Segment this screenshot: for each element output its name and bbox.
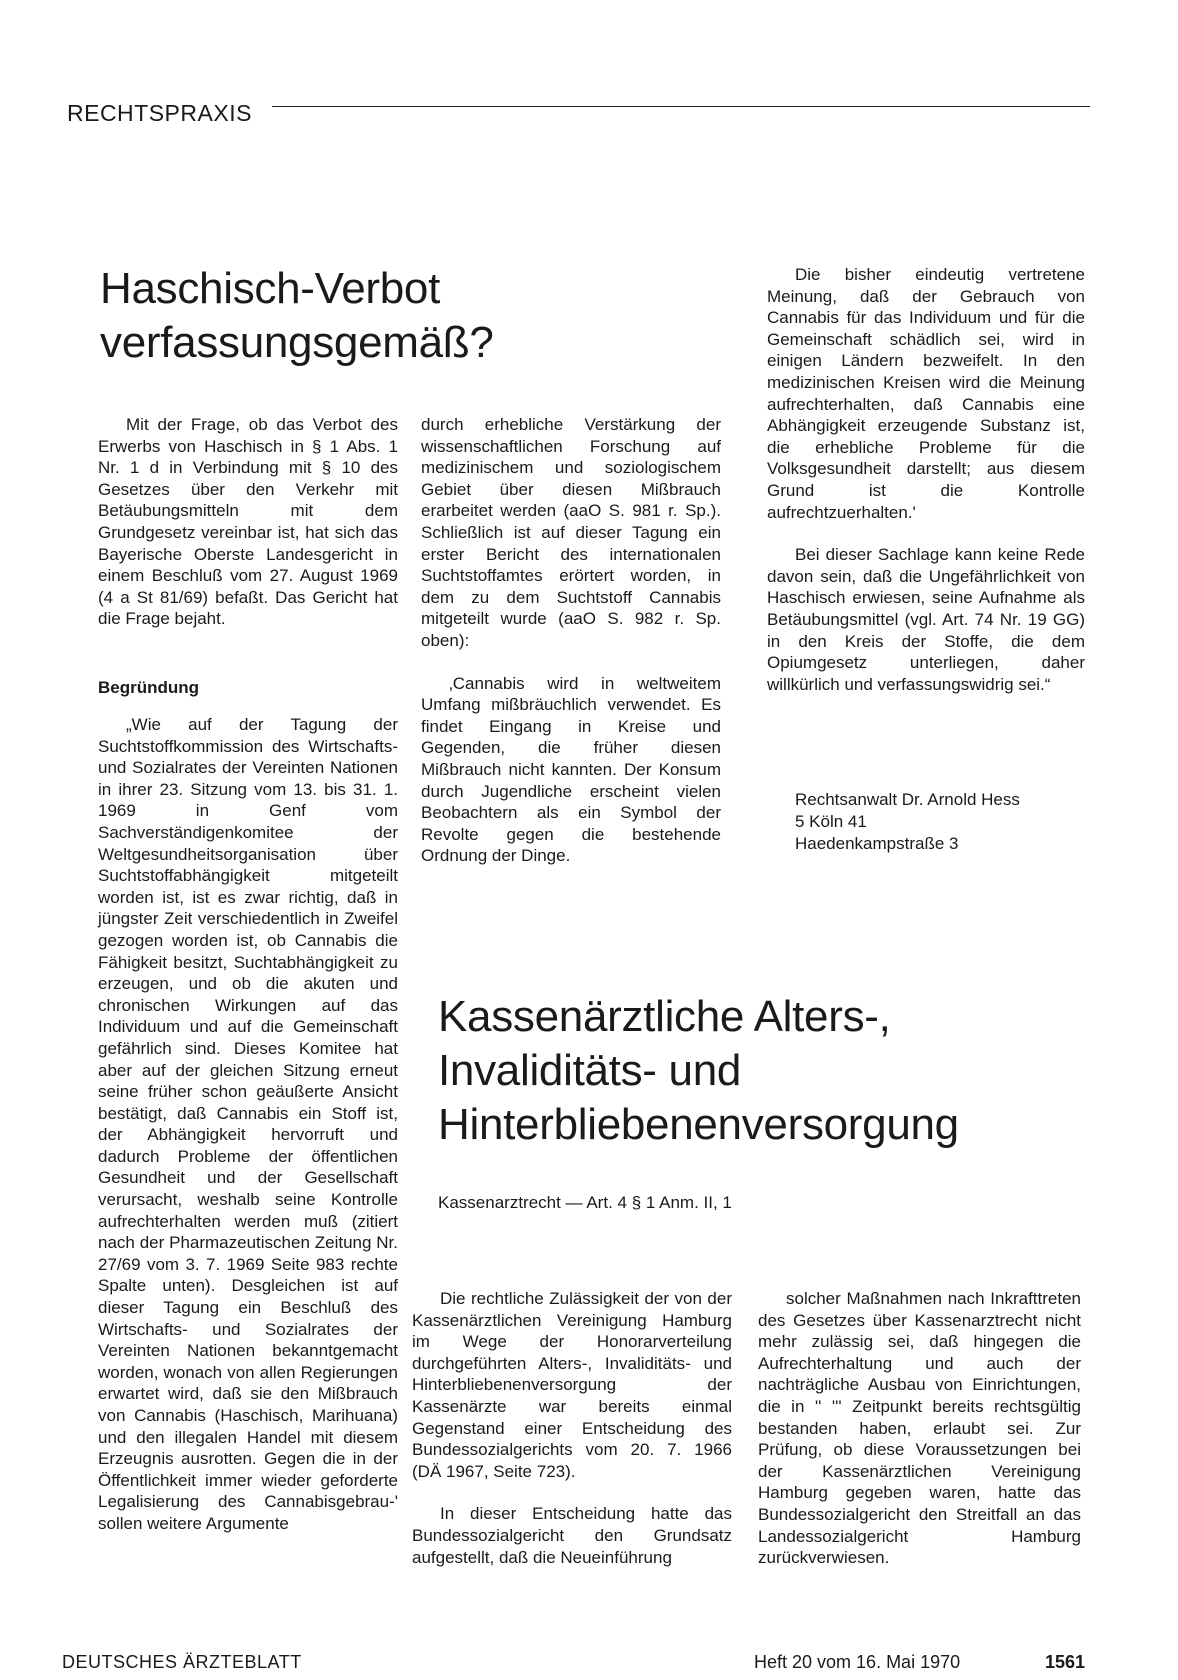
article1-intro: [98, 414, 398, 630]
article1-col3: [767, 264, 1085, 695]
article1-subhead: Begründung: [98, 678, 200, 697]
article2-col2-p1: Die rechtliche Zulässigkeit der von der Kassenärztlichen Vereinigung Hamburg im Wege der Honorarverteilung durchgeführten Alters-, Invaliditäts- und Hinterbliebenenversorgung der Kassenärzte war bereits einmal Gegenstand einer Entscheidung des Bundessozialgerichts vom 20. 7. 1966 (DÄ 1967, Seite 723).: [412, 1289, 732, 1481]
page-number: 1561: [1045, 1652, 1086, 1672]
article1-intro-text: Mit der Frage, ob das Verbot des Erwerbs von Haschisch in § 1 Abs. 1 Nr. 1 d in Verbindung mit § 10 des Gesetzes über den Verkehr mit Betäubungsmitteln mit dem Grundgesetz vereinbar ist, hat sich das Bayerische Oberste Landesgericht in einem Beschluß vom 27. August 1969 (4 a St 81/69) befaßt. Das Gericht hat die Frage bejaht.: [98, 415, 398, 629]
article1-title-line2: verfassungsgemäß?: [100, 318, 494, 367]
article1-title: [100, 262, 494, 370]
author-byline: [795, 789, 1020, 855]
article1-col3-p2: Bei dieser Sachlage kann keine Rede davon sein, daß die Ungefährlichkeit von Haschisch erwiesen, seine Aufnahme als Betäubungsmittel (vgl. Art. 74 Nr. 19 GG) in den Kreis der Stoffe, die dem Opiumgesetz unterliegen, daher willkürlich und verfassungswidrig sei.“: [767, 545, 1085, 694]
article1-title-line1: Haschisch-Verbot: [100, 264, 441, 313]
article2-col3: [758, 1288, 1081, 1569]
article1-col2: [421, 414, 721, 867]
footer-issue: Heft 20 vom 16. Mai 1970: [754, 1652, 961, 1672]
article2-caption: Kassenarztrecht — Art. 4 § 1 Anm. II, 1: [438, 1193, 732, 1212]
article2-col2: [412, 1288, 732, 1568]
header-rule: [272, 106, 1090, 107]
article2-title-line3: Hinterbliebenenversorgung: [438, 1100, 959, 1149]
article2-col2-p2: In dieser Entscheidung hatte das Bundessozialgericht den Grundsatz aufgestellt, daß die Neueinführung: [412, 1504, 732, 1567]
article2-title-line1: Kassenärztliche Alters-,: [438, 992, 891, 1041]
byline-line2: 5 Köln 41: [795, 812, 867, 831]
section-label: RECHTSPRAXIS: [67, 100, 252, 126]
article2-col3-p1: solcher Maßnahmen nach Inkrafttreten des Gesetzes über Kassenarztrecht nicht mehr zulässig sei, daß hingegen die Aufrechterhaltung und auch der nachträgliche Ausbau von Einrichtungen, die in '' ''' Zeitpunkt bereits rechtsgültig bestanden haben, erlaubt sei. Zur Prüfung, ob diese Voraussetzungen bei der Kassenärztlichen Vereinigung Hamburg gegeben waren, hatte das Bundessozialgericht den Streitfall an das Landessozialgericht Hamburg zurückverwiesen.: [758, 1289, 1081, 1568]
article2-title-line2: Invaliditäts- und: [438, 1046, 742, 1095]
byline-line3: Haedenkampstraße 3: [795, 834, 959, 853]
article1-col1-text: „Wie auf der Tagung der Suchtstoffkommission des Wirtschafts- und Sozialrates der Vereinten Nationen in ihrer 23. Sitzung vom 13. bis 31. 1. 1969 in Genf vom Sachverständigenkomitee der Weltgesundheitsorganisation über Suchtstoffabhängigkeit mitgeteilt worden ist, ist es zwar richtig, daß in jüngster Zeit verschiedentlich in Zweifel gezogen worden ist, ob Cannabis die Fähigkeit besitzt, Suchtabhängigkeit zu erzeugen, und ob die akuten und chronischen Wirkungen auf das Individuum und auf die Gemeinschaft gefährlich sind. Dieses Komitee hat aber auf der gleichen Sitzung erneut seine früher schon geäußerte Ansicht bestätigt, daß Cannabis ein Stoff ist, der Abhängigkeit hervorruft und dadurch Probleme der öffentlichen Gesundheit und der Gesellschaft verursacht, weshalb seine Kontrolle aufrechterhalten werden muß (zitiert nach der Pharmazeutischen Zeitung Nr. 27/69 vom 3. 7. 1969 Seite 983 rechte Spalte unten). Desgleichen ist auf dieser Tagung ein Beschluß des Wirtschafts- und Sozialrates der Vereinten Nationen bekanntgemacht worden, wonach von allen Regierungen erwartet wird, daß sie den Mißbrauch von Cannabis (Haschisch, Marihuana) und den illegalen Handel mit diesem Erzeugnis ausrotten. Gegen die in der Öffentlichkeit immer wieder geforderte Legalisierung des Cannabisgebrau-' sollen weitere Argumente: [98, 715, 398, 1533]
article1-col2-p2: ‚Cannabis wird in weltweitem Umfang mißbräuchlich verwendet. Es findet Eingang in Kreise und Gegenden, die früher diesen Mißbrauch nicht kannten. Der Konsum durch Jugendliche erscheint vielen Beobachtern als ein Symbol der Revolte gegen die bestehende Ordnung der Dinge.: [421, 673, 721, 866]
byline-line1: Rechtsanwalt Dr. Arnold Hess: [795, 790, 1020, 809]
article1-col3-p1: Die bisher eindeutig vertretene Meinung, daß der Gebrauch von Cannabis für das Individuum und für die Gemeinschaft schädlich sei, wird in einigen Ländern bezweifelt. In den medizinischen Kreisen wird die Meinung aufrechterhalten, daß Cannabis eine Abhängigkeit erzeugende Substanz ist, die erhebliche Probleme für die Volksgesundheit darstellt; aus diesem Grund ist die Kontrolle aufrechtzuerhalten.': [767, 265, 1085, 522]
article1-col2-p1: durch erhebliche Verstärkung der wissenschaftlichen Forschung auf medizinischem und soziologischem Gebiet über diesen Mißbrauch erarbeitet werden (aaO S. 981 r. Sp.). Schließlich ist auf dieser Tagung ein erster Bericht des internationalen Suchtstoffamtes erörtert worden, in dem zu dem Suchtstoff Cannabis mitgeteilt wurde (aaO S. 982 r. Sp. oben):: [421, 415, 721, 650]
footer-journal: DEUTSCHES ÄRZTEBLATT: [62, 1652, 302, 1672]
article2-title: [438, 990, 959, 1152]
article1-col1-body: [98, 714, 398, 1535]
